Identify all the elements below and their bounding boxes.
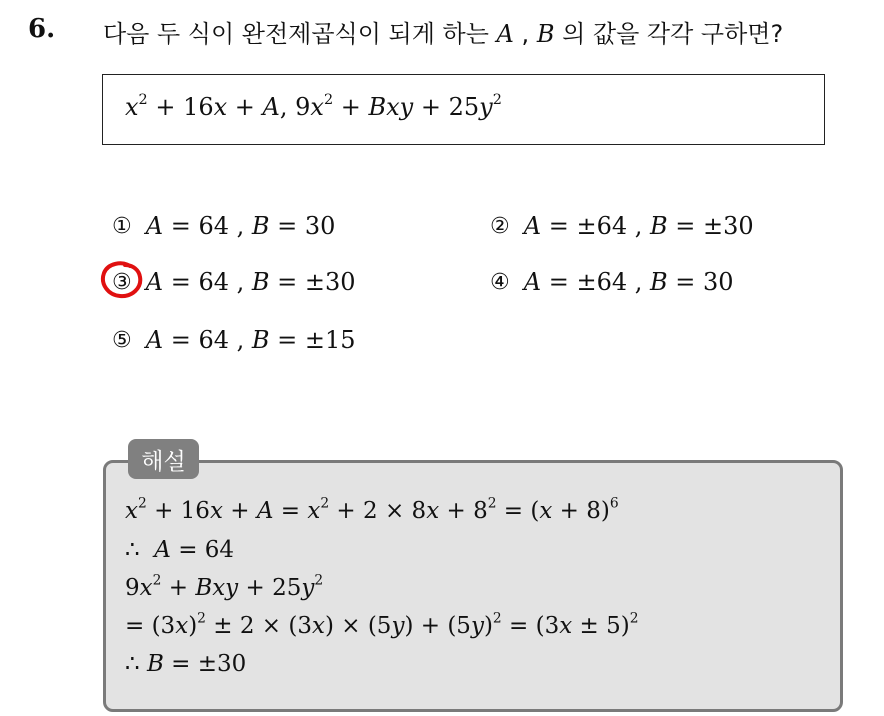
choice-2[interactable] <box>490 212 754 240</box>
expression-box <box>102 74 825 145</box>
solution-line-5: ∴ B = ±30 <box>125 651 247 677</box>
choice-2-number: ② <box>490 213 510 239</box>
choice-1-text: A = 64 , B = 30 <box>145 212 336 240</box>
question-text <box>103 14 783 49</box>
choice-1-number: ① <box>112 213 132 239</box>
choice-5-text: A = 64 , B = ±15 <box>145 326 356 354</box>
choice-3-text: A = 64 , B = ±30 <box>145 268 356 296</box>
solution-tab: 해설 <box>128 439 199 479</box>
answer-circle-mark <box>100 260 146 300</box>
solution-line-1: $x^2 + 16x + A = x^2 + 2 \times 8x + 8^2 = (x + 8)^6$ <box>125 495 619 524</box>
question-var-a: A <box>496 20 514 48</box>
question-text-after: 의 값을 각각 구하면? <box>562 20 784 48</box>
choice-1[interactable] <box>112 212 335 240</box>
choice-4-number: ④ <box>490 269 510 295</box>
choice-4-text: A = ±64 , B = 30 <box>523 268 734 296</box>
choice-4[interactable] <box>490 268 734 296</box>
choice-5[interactable] <box>112 326 356 354</box>
question-sep: , <box>521 20 530 48</box>
choice-3[interactable] <box>112 268 356 296</box>
expression-text: $x^2 + 16x + A$, $9x^2$ + Bxy + $25y^2$ <box>125 92 502 121</box>
question-text-before: 다음 두 식이 완전제곱식이 되게 하는 <box>103 20 489 48</box>
choice-3-number: ③ <box>112 269 132 295</box>
question-var-b: B <box>536 20 555 48</box>
choice-2-text: A = ±64 , B = ±30 <box>523 212 754 240</box>
choice-5-number: ⑤ <box>112 327 132 353</box>
solution-line-2: ∴ A = 64 <box>125 537 235 563</box>
solution-line-4: = $(3x)^2 \pm 2 \times (3x) \times (5y) + (5y)^2 = (3x \pm 5)^2$ <box>125 610 639 639</box>
solution-line-3: $9x^2$ + Bxy + $25y^2$ <box>125 572 324 601</box>
question-number: 6. <box>28 14 56 44</box>
